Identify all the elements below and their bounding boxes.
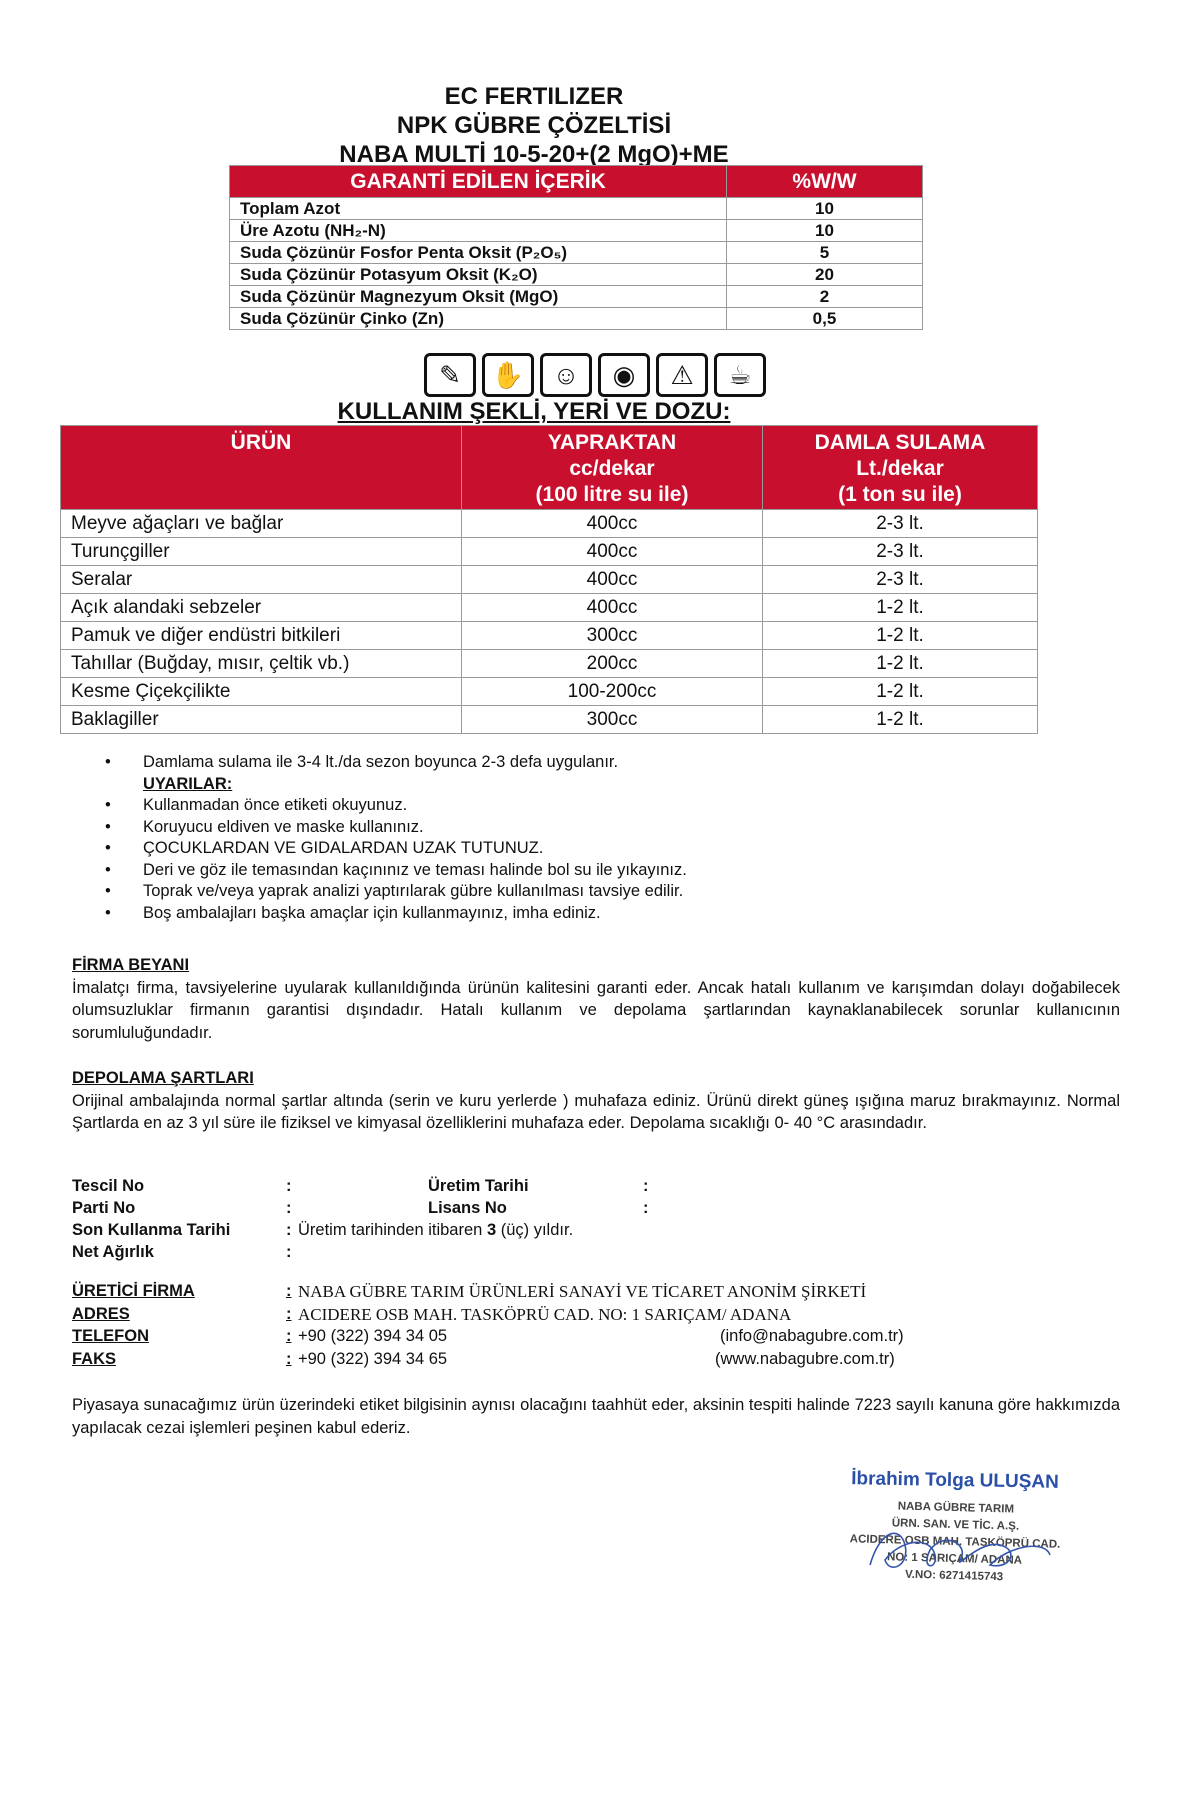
firm-statement-title: FİRMA BEYANI [72, 956, 190, 974]
table-row [61, 538, 1038, 566]
usage-product: Pamuk ve diğer endüstri bitkileri [61, 622, 462, 650]
usage-foliar: 300cc [462, 622, 763, 650]
list-item: • Damlama sulama ile 3-4 lt./da sezon boyunca 2-3 defa uygulanır. [105, 753, 619, 771]
website-link[interactable]: (www.nabagubre.com.tr) [715, 1350, 895, 1368]
colon: : [643, 1199, 649, 1217]
usage-foliar: 200cc [462, 650, 763, 678]
usage-foliar: 300cc [462, 706, 763, 734]
signature [860, 1510, 1060, 1590]
stamp-line: NO: 1 SARIÇAM/ ADANA [886, 1551, 1023, 1567]
table-row [230, 198, 923, 220]
warnings-title: UYARILAR: [143, 774, 233, 793]
parti-label: Parti No [72, 1199, 136, 1217]
guaranteed-value: 5 [727, 242, 923, 264]
usage-product: Açık alandaki sebzeler [61, 594, 462, 622]
producer-label: ÜRETİCİ FİRMA [72, 1282, 195, 1300]
stamp-name: İbrahim Tolga ULUŞAN [851, 1468, 1059, 1493]
fax-value: +90 (322) 394 34 65 [298, 1350, 448, 1368]
table-row [230, 286, 923, 308]
guaranteed-value: 0,5 [727, 308, 923, 330]
gloves-icon: ✋ [482, 353, 534, 397]
storage-conditions [72, 1067, 1120, 1135]
table-row [230, 242, 923, 264]
colon: : [286, 1177, 292, 1195]
fax-label: FAKS [72, 1350, 117, 1368]
guaranteed-label: Suda Çözünür Fosfor Penta Oksit (P₂O₅) [230, 242, 727, 264]
guaranteed-value: 10 [727, 220, 923, 242]
footer-declaration: Piyasaya sunacağımız ürün üzerindeki etiket bilgisinin aynısı olacağını taahhüt eder, aksinin tespiti halinde 7223 sayılı kanuna göre hakkımızda yapılacak cezai işlemleri peşinen kabul ederiz. [72, 1396, 1120, 1437]
producer-value: NABA GÜBRE TARIM ÜRÜNLERİ SANAYİ VE TİCARET ANONİM ŞİRKETİ [298, 1282, 867, 1301]
guaranteed-value: 2 [727, 286, 923, 308]
usage-drip: 2-3 lt. [763, 510, 1038, 538]
usage-drip: 2-3 lt. [763, 538, 1038, 566]
usage-foliar: 400cc [462, 510, 763, 538]
list-item: • Boş ambalajları başka amaçlar için kullanmayınız, imha ediniz. [105, 903, 601, 922]
usage-header-foliar: YAPRAKTAN cc/dekar (100 litre su ile) [462, 426, 763, 510]
address-label: ADRES [72, 1305, 130, 1323]
usage-foliar: 400cc [462, 566, 763, 594]
email-link[interactable]: (info@nabagubre.com.tr) [720, 1327, 904, 1345]
usage-title: KULLANIM ŞEKLİ, YERİ VE DOZU: [337, 398, 731, 425]
table-row [61, 566, 1038, 594]
usage-table [60, 425, 1038, 734]
uretim-tarihi-label: Üretim Tarihi [428, 1177, 529, 1195]
usage-drip: 1-2 lt. [763, 678, 1038, 706]
son-kullanma-label: Son Kullanma Tarihi [72, 1221, 231, 1239]
colon: : [286, 1282, 292, 1300]
mask-icon: ☺ [540, 353, 592, 397]
safety-icons [424, 353, 766, 397]
guaranteed-value: 10 [727, 198, 923, 220]
list-item: • Kullanmadan önce etiketi okuyunuz. [105, 796, 408, 814]
usage-product: Tahıllar (Buğday, mısır, çeltik vb.) [61, 650, 462, 678]
list-item: • Toprak ve/veya yaprak analizi yaptırılarak gübre kullanılması tavsiye edilir. [105, 882, 684, 900]
colon: : [286, 1305, 292, 1323]
firm-statement-text: İmalatçı firma, tavsiyelerine uyularak kullanıldığında ürünün kalitesini garanti eder. Ancak hatalı kullanım ve karışımdan dolayı doğabilecek olumsuzluklar firmanın garantisi dışındadır. Hatalı kullanım ve depolama şartlarından kaynaklanabilecek sorunlar kullanıcının sorumluluğundadır. [72, 978, 1120, 1042]
guaranteed-label: Toplam Azot [230, 198, 727, 220]
guaranteed-label: Suda Çözünür Çinko (Zn) [230, 308, 727, 330]
usage-header-row [61, 426, 1038, 510]
usage-product: Seralar [61, 566, 462, 594]
table-row [61, 678, 1038, 706]
list-item: • Deri ve göz ile temasından kaçınınız ve teması halinde bol su ile yıkayınız. [105, 860, 687, 879]
colon: : [643, 1177, 649, 1195]
usage-foliar: 100-200cc [462, 678, 763, 706]
guaranteed-header-row [230, 166, 923, 198]
list-item: • ÇOCUKLARDAN VE GIDALARDAN UZAK TUTUNUZ. [105, 839, 544, 857]
colon: : [286, 1327, 292, 1345]
keep-from-children-icon: ⚠ [656, 353, 708, 397]
stamp-line: NABA GÜBRE TARIM [897, 1500, 1015, 1516]
firm-statement [72, 954, 1120, 1044]
title-line-1: EC FERTILIZER [444, 83, 624, 110]
usage-drip: 1-2 lt. [763, 622, 1038, 650]
usage-foliar: 400cc [462, 594, 763, 622]
table-row [61, 650, 1038, 678]
title-line-2: NPK GÜBRE ÇÖZELTİSİ [396, 112, 672, 139]
face-shield-icon: ◉ [598, 353, 650, 397]
usage-product: Turunçgiller [61, 538, 462, 566]
net-agirlik-label: Net Ağırlık [72, 1243, 154, 1261]
usage-product: Baklagiller [61, 706, 462, 734]
usage-drip: 1-2 lt. [763, 650, 1038, 678]
wash-eyes-icon: ☕ [714, 353, 766, 397]
address-value: ACIDERE OSB MAH. TASKÖPRÜ CAD. NO: 1 SARIÇAM/ ADANA [298, 1305, 792, 1324]
table-row [230, 264, 923, 286]
phone-label: TELEFON [72, 1327, 149, 1345]
storage-title: DEPOLAMA ŞARTLARI [72, 1069, 254, 1087]
usage-product: Kesme Çiçekçilikte [61, 678, 462, 706]
colon: : [286, 1243, 292, 1261]
table-row [61, 706, 1038, 734]
guaranteed-label: Suda Çözünür Potasyum Oksit (K₂O) [230, 264, 727, 286]
lisans-no-label: Lisans No [428, 1199, 507, 1217]
usage-drip: 2-3 lt. [763, 566, 1038, 594]
guaranteed-label: Üre Azotu (NH₂-N) [230, 220, 727, 242]
phone-value: +90 (322) 394 34 05 [298, 1327, 448, 1345]
guaranteed-header-content: GARANTİ EDİLEN İÇERİK [230, 166, 727, 198]
guaranteed-header-percent: %W/W [727, 166, 923, 198]
colon: : [286, 1350, 292, 1368]
colon: : [286, 1221, 292, 1239]
document-titles [0, 82, 1068, 169]
guaranteed-label: Suda Çözünür Magnezyum Oksit (MgO) [230, 286, 727, 308]
table-row [61, 510, 1038, 538]
guaranteed-value: 20 [727, 264, 923, 286]
usage-drip: 1-2 lt. [763, 706, 1038, 734]
colon: : [286, 1199, 292, 1217]
table-row [230, 220, 923, 242]
stamp-line: V.NO: 6271415743 [904, 1568, 1004, 1584]
son-kullanma-value: Üretim tarihinden itibaren 3 (üç) yıldır. [298, 1221, 574, 1239]
usage-product: Meyve ağaçları ve bağlar [61, 510, 462, 538]
guaranteed-content-table [229, 165, 923, 330]
list-item: • Koruyucu eldiven ve maske kullanınız. [105, 817, 424, 836]
usage-drip: 1-2 lt. [763, 594, 1038, 622]
usage-header-drip: DAMLA SULAMA Lt./dekar (1 ton su ile) [763, 426, 1038, 510]
usage-foliar: 400cc [462, 538, 763, 566]
stamp-line: ACIDERE OSB MAH. TASKÖPRÜ CAD. [849, 1533, 1061, 1551]
storage-text: Orijinal ambalajında normal şartlar altında (serin ve kuru yerlerde ) muhafaza ediniz. Ürünü direkt güneş ışığına maruz bırakmayınız. Normal Şartlarda en az 3 yıl süre ile fiziksel ve kimyasal özelliklerini muhafaza eder. Depolama sıcaklığı 0- 40 °C arasındadır. [72, 1091, 1120, 1132]
title-line-3: NABA MULTİ 10-5-20+(2 MgO)+ME [339, 141, 729, 168]
table-row [230, 308, 923, 330]
usage-header-product: ÜRÜN [61, 426, 462, 510]
read-label-icon: ✎ [424, 353, 476, 397]
table-row [61, 622, 1038, 650]
stamp-line: ÜRN. SAN. VE TİC. A.Ş. [891, 1517, 1020, 1533]
table-row [61, 594, 1038, 622]
notes-section [95, 752, 1095, 924]
tescil-label: Tescil No [72, 1177, 145, 1195]
